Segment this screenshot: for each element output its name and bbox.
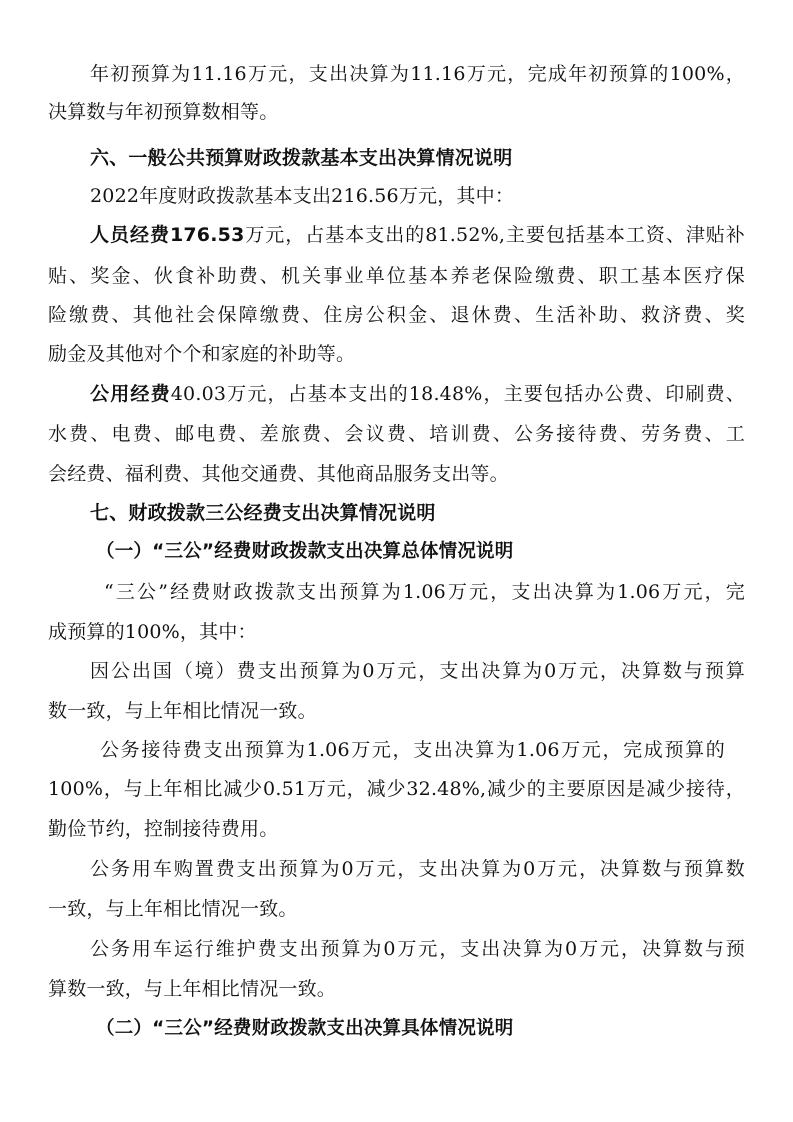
paragraph-line: 100%，与上年相比减少0.51万元，减少32.48%,减少的主要原因是减少接待， xyxy=(48,778,745,800)
paragraph-line: 勤俭节约，控制接待费用。 xyxy=(48,818,279,840)
paragraph-line: “三公”经费财政拨款支出预算为1.06万元，支出决算为1.06万元，完 xyxy=(104,581,745,603)
subsection-heading-7-2: （二）“三公”经费财政拨款支出决算具体情况说明 xyxy=(96,1018,514,1039)
paragraph-line: 公务用车运行维护费支出预算为0万元，支出决算为0万元，决算数与预 xyxy=(90,938,745,960)
paragraph-line: 会经费、福利费、其他交通费、其他商品服务支出等。 xyxy=(48,463,509,485)
paragraph-line: 一致，与上年相比情况一致。 xyxy=(48,898,298,920)
paragraph-text: 40.03万元，占基本支出的18.48%，主要包括办公费、印刷费、 xyxy=(170,383,745,405)
paragraph-line: 公务接待费支出预算为1.06万元，支出决算为1.06万元，完成预算的 xyxy=(100,739,725,761)
paragraph-line: 贴、奖金、伙食补助费、机关事业单位基本养老保险缴费、职工基本医疗保 xyxy=(48,265,745,287)
paragraph-line xyxy=(90,221,745,249)
subsection-heading-7-1: （一）“三公”经费财政拨款支出决算总体情况说明 xyxy=(96,541,514,562)
paragraph-line: 数一致，与上年相比情况一致。 xyxy=(48,700,317,722)
paragraph-line: 水费、电费、邮电费、差旅费、会议费、培训费、公务接待费、劳务费、工 xyxy=(48,423,745,445)
paragraph-line: 公务用车购置费支出预算为0万元，支出决算为0万元，决算数与预算数 xyxy=(90,858,745,880)
section-heading-7: 七、财政拨款三公经费支出决算情况说明 xyxy=(90,502,436,524)
paragraph-line xyxy=(90,380,745,408)
section-heading-6: 六、一般公共预算财政拨款基本支出决算情况说明 xyxy=(90,147,513,169)
bold-term-personnel-expense: 人员经费176.53 xyxy=(90,224,245,246)
bold-term-public-expense: 公用经费 xyxy=(90,383,171,405)
paragraph-line: 决算数与年初预算数相等。 xyxy=(48,101,279,123)
paragraph-line: 成预算的100%，其中： xyxy=(48,621,257,643)
paragraph-line: 险缴费、其他社会保障缴费、住房公积金、退休费、生活补助、救济费、奖 xyxy=(48,304,745,326)
paragraph-line: 2022年度财政拨款基本支出216.56万元，其中： xyxy=(90,185,515,207)
paragraph-line: 算数一致，与上年相比情况一致。 xyxy=(48,978,337,1000)
paragraph-line: 年初预算为11.16万元，支出决算为11.16万元，完成年初预算的100%， xyxy=(90,63,745,85)
paragraph-line: 因公出国（境）费支出预算为0万元，支出决算为0万元，决算数与预算 xyxy=(90,660,745,682)
paragraph-line: 励金及其他对个个和家庭的补助等。 xyxy=(48,343,356,365)
paragraph-text: 万元，占基本支出的81.52%,主要包括基本工资、津贴补 xyxy=(244,224,745,246)
